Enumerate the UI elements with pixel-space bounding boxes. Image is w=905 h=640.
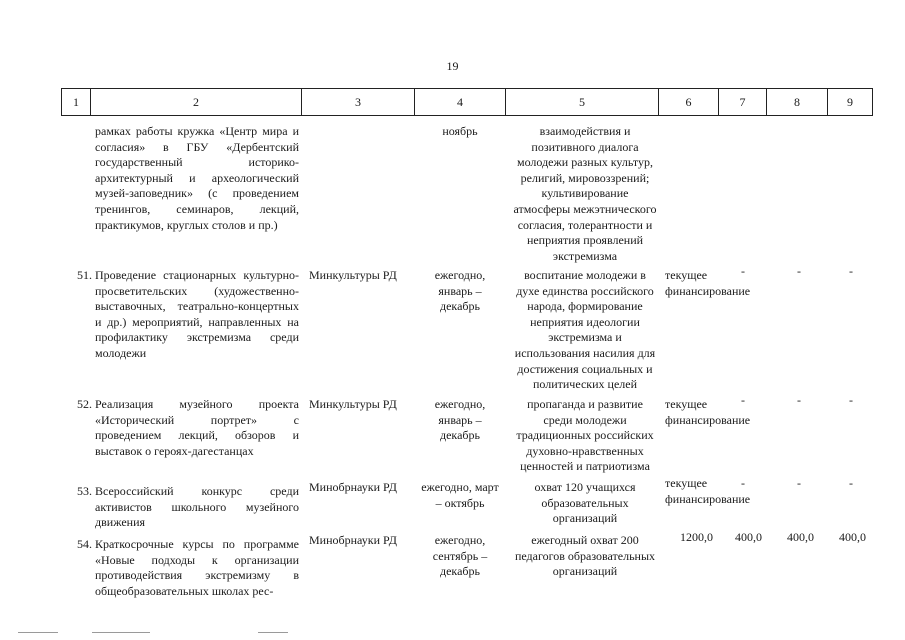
continuation-activity: рамках работы кружка «Центр мира и согласия» в ГБУ «Дербентский государственный историко-архитектурный и археологический музей-заповедник» (с проведением тренингов, семинаров, лекций, практикумов, круглых столов и пр.) <box>95 124 299 232</box>
row-number: 54. <box>77 537 92 551</box>
row-funding: текущее финансирование <box>665 268 751 298</box>
scan-artifact <box>92 632 150 633</box>
row-col8: - <box>797 264 801 278</box>
row-activity: Всероссийский конкурс среди активистов школьного музейного движения <box>95 484 299 530</box>
header-col-4: 4 <box>414 89 505 115</box>
scan-artifact <box>18 632 58 633</box>
page-number: 19 <box>446 59 459 73</box>
row-col9: - <box>849 476 853 490</box>
row-result: ежегодный охват 200 педагогов образовательных организаций <box>514 533 656 579</box>
continuation-result: взаимодействия и позитивного диалога молодежи разных культур, религий, мировоззрений; культивирование атмосферы межэтнического согласия, толерантности и неприятия проявлений экстремизма <box>513 124 657 263</box>
row-result: воспитание молодежи в духе единства российского народа, формирование неприятия идеологии экстремизма и использования насилия для достижения социальных и политических целей <box>514 268 656 392</box>
row-result: охват 120 учащихся образовательных организаций <box>534 480 636 526</box>
row-executor: Минобрнауки РД <box>309 533 397 547</box>
header-col-1: 1 <box>61 89 90 115</box>
row-period: ежегодно, январь – декабрь <box>434 268 486 314</box>
row-number: 52. <box>77 397 92 411</box>
row-executor: Минкультуры РД <box>309 397 397 411</box>
row-result: пропаганда и развитие среди молодежи традиционных российских духовно-нравственных ценностей и патриотизма <box>516 397 654 474</box>
table-header <box>61 88 873 116</box>
row-col8: - <box>797 476 801 490</box>
row-col7: - <box>741 476 745 490</box>
row-col9: 400,0 <box>839 530 866 544</box>
row-funding: текущее финансирование <box>665 397 751 427</box>
row-funding: 1200,0 <box>680 530 713 544</box>
row-executor: Минкультуры РД <box>309 268 397 282</box>
row-col7: - <box>741 264 745 278</box>
row-col7: - <box>741 393 745 407</box>
row-col8: 400,0 <box>787 530 814 544</box>
scan-artifact <box>258 632 288 633</box>
continuation-period: ноябрь <box>442 124 478 138</box>
row-period: ежегодно, март – октябрь <box>421 480 499 510</box>
header-col-6: 6 <box>658 89 718 115</box>
row-activity: Краткосрочные курсы по программе «Новые подходы к организации противодействия экстремизму в общеобразовательных школах рес- <box>95 537 299 598</box>
header-col-3: 3 <box>301 89 414 115</box>
row-col8: - <box>797 393 801 407</box>
row-activity: Реализация музейного проекта «Исторический портрет» с проведением лекций, обзоров и выставок о героях-дагестанцах <box>95 397 299 458</box>
header-col-8: 8 <box>766 89 827 115</box>
row-col7: 400,0 <box>735 530 762 544</box>
header-col-5: 5 <box>505 89 658 115</box>
row-funding: текущее финансирование <box>665 476 751 506</box>
header-col-9: 9 <box>827 89 873 115</box>
row-executor: Минобрнауки РД <box>309 480 397 494</box>
row-activity: Проведение стационарных культурно-просветительских (художественно-выставочных, театрально-концертных и др.) мероприятий, направленных на профилактику экстремизма среди молодежи <box>95 268 299 360</box>
row-period: ежегодно, январь – декабрь <box>434 397 486 443</box>
row-col9: - <box>849 393 853 407</box>
row-col9: - <box>849 264 853 278</box>
row-number: 51. <box>77 268 92 282</box>
header-col-7: 7 <box>718 89 766 115</box>
row-period: ежегодно, сентябрь – декабрь <box>432 533 488 579</box>
row-number: 53. <box>77 484 92 498</box>
header-col-2: 2 <box>90 89 301 115</box>
